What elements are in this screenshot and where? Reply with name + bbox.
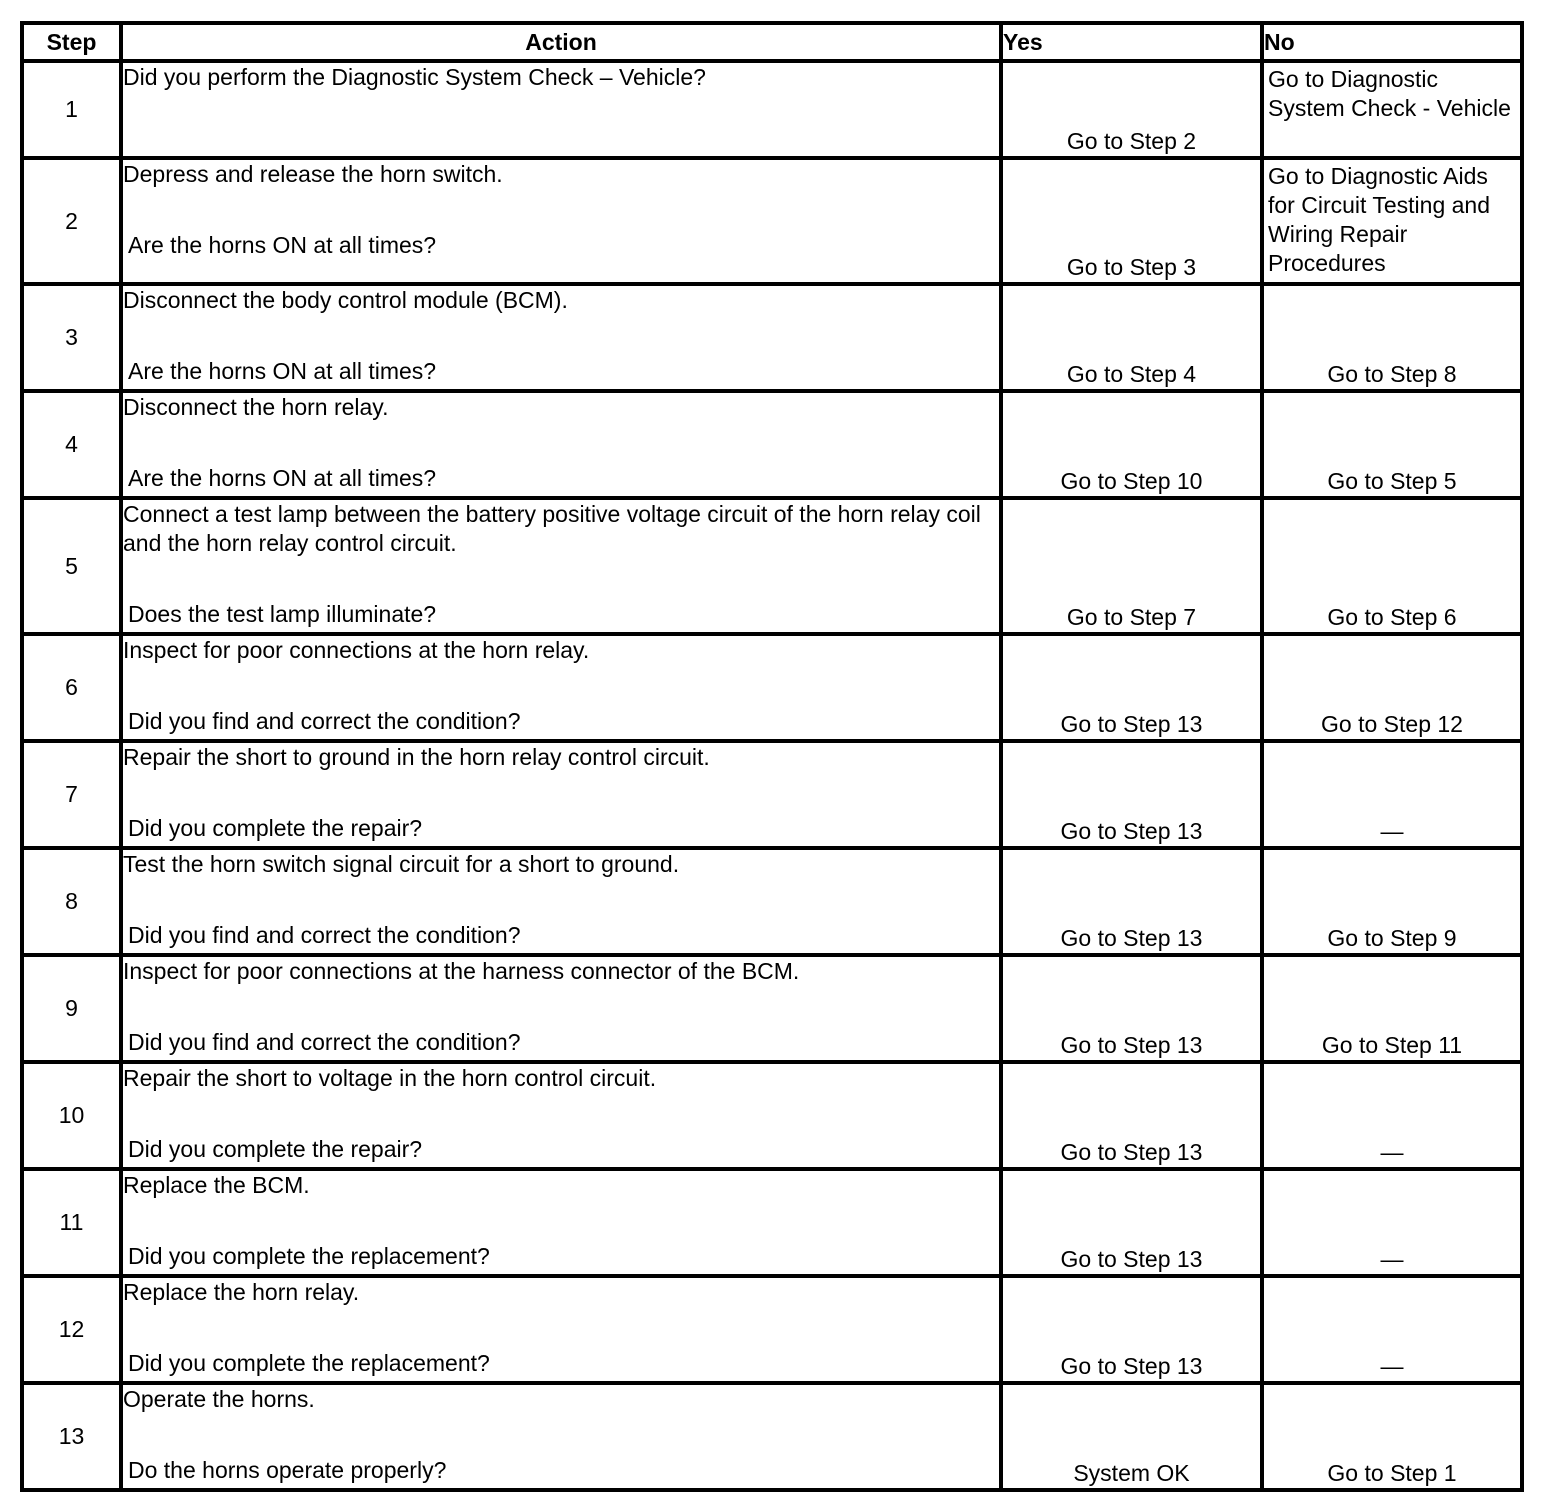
step-number: 10 [22,1062,121,1169]
header-yes: Yes [1001,23,1262,61]
step-number: 1 [22,61,121,158]
no-cell: Go to Step 1 [1262,1383,1522,1490]
step-number: 2 [22,158,121,284]
instruction-text: Disconnect the horn relay. [123,394,389,420]
action-cell [121,955,1001,1062]
action-cell [121,741,1001,848]
no-cell: — [1262,1062,1522,1169]
yes-cell: Go to Step 13 [1001,634,1262,741]
yes-cell: Go to Step 2 [1001,61,1262,158]
action-cell [121,1062,1001,1169]
yes-cell: Go to Step 13 [1001,1169,1262,1276]
table-row [22,498,1522,634]
diagnostic-table [20,21,1524,1492]
question-text: Do the horns operate properly? [128,1457,447,1483]
action-cell [121,391,1001,498]
table-row [22,1169,1522,1276]
instruction-text: Disconnect the body control module (BCM). [123,287,568,313]
no-cell: Go to Step 6 [1262,498,1522,634]
question-text: Did you complete the repair? [128,1136,423,1162]
table-row [22,848,1522,955]
instruction-text: Operate the horns. [123,1386,315,1412]
question-text: Are the horns ON at all times? [128,232,437,258]
instruction-text: Inspect for poor connections at the horn relay. [123,637,590,663]
step-number: 5 [22,498,121,634]
step-number: 7 [22,741,121,848]
instruction-text: Test the horn switch signal circuit for a short to ground. [123,851,680,877]
yes-cell: System OK [1001,1383,1262,1490]
instruction-text: Inspect for poor connections at the harness connector of the BCM. [123,958,800,984]
no-cell: — [1262,1169,1522,1276]
action-cell [121,284,1001,391]
yes-cell: Go to Step 13 [1001,848,1262,955]
question-text: Are the horns ON at all times? [128,358,437,384]
table-row [22,741,1522,848]
action-cell [121,1276,1001,1383]
table-row [22,61,1522,158]
yes-cell: Go to Step 13 [1001,1062,1262,1169]
yes-cell: Go to Step 13 [1001,955,1262,1062]
table-row [22,158,1522,284]
step-number: 13 [22,1383,121,1490]
instruction-text: Depress and release the horn switch. [123,161,503,187]
no-cell: Go to Step 8 [1262,284,1522,391]
yes-cell: Go to Step 13 [1001,1276,1262,1383]
no-cell: Go to Diagnostic System Check - Vehicle [1262,61,1522,158]
question-text: Does the test lamp illuminate? [128,601,437,627]
header-row [22,23,1522,61]
action-cell [121,158,1001,284]
step-number: 12 [22,1276,121,1383]
question-text: Did you complete the repair? [128,815,423,841]
table-row [22,1062,1522,1169]
instruction-text: Repair the short to voltage in the horn control circuit. [123,1065,657,1091]
question-text: Did you find and correct the condition? [128,708,521,734]
table-row [22,1276,1522,1383]
yes-cell: Go to Step 4 [1001,284,1262,391]
instruction-text: Connect a test lamp between the battery positive voltage circuit of the horn relay coil and the horn relay control circuit. [123,501,981,556]
step-number: 9 [22,955,121,1062]
action-cell [121,61,1001,158]
header-no: No [1262,23,1522,61]
instruction-text: Replace the horn relay. [123,1279,360,1305]
no-cell: Go to Step 9 [1262,848,1522,955]
no-cell: — [1262,741,1522,848]
no-cell: Go to Step 5 [1262,391,1522,498]
table-row [22,1383,1522,1490]
question-text: Did you complete the replacement? [128,1350,490,1376]
table-row [22,955,1522,1062]
action-cell [121,634,1001,741]
header-action: Action [121,23,1001,61]
instruction-text: Replace the BCM. [123,1172,310,1198]
yes-cell: Go to Step 3 [1001,158,1262,284]
question-text: Did you find and correct the condition? [128,1029,521,1055]
instruction-text: Did you perform the Diagnostic System Check – Vehicle? [123,64,706,90]
step-number: 4 [22,391,121,498]
yes-cell: Go to Step 13 [1001,741,1262,848]
yes-cell: Go to Step 7 [1001,498,1262,634]
no-cell: Go to Step 12 [1262,634,1522,741]
table-row [22,634,1522,741]
table-row [22,284,1522,391]
header-step: Step [22,23,121,61]
question-text: Did you complete the replacement? [128,1243,490,1269]
no-cell: Go to Diagnostic Aids for Circuit Testing and Wiring Repair Procedures [1262,158,1522,284]
instruction-text: Repair the short to ground in the horn relay control circuit. [123,744,710,770]
action-cell [121,848,1001,955]
action-cell [121,498,1001,634]
no-cell: — [1262,1276,1522,1383]
question-text: Did you find and correct the condition? [128,922,521,948]
step-number: 8 [22,848,121,955]
yes-cell: Go to Step 10 [1001,391,1262,498]
step-number: 6 [22,634,121,741]
action-cell [121,1169,1001,1276]
step-number: 11 [22,1169,121,1276]
question-text: Are the horns ON at all times? [128,465,437,491]
no-cell: Go to Step 11 [1262,955,1522,1062]
table-row [22,391,1522,498]
step-number: 3 [22,284,121,391]
action-cell [121,1383,1001,1490]
